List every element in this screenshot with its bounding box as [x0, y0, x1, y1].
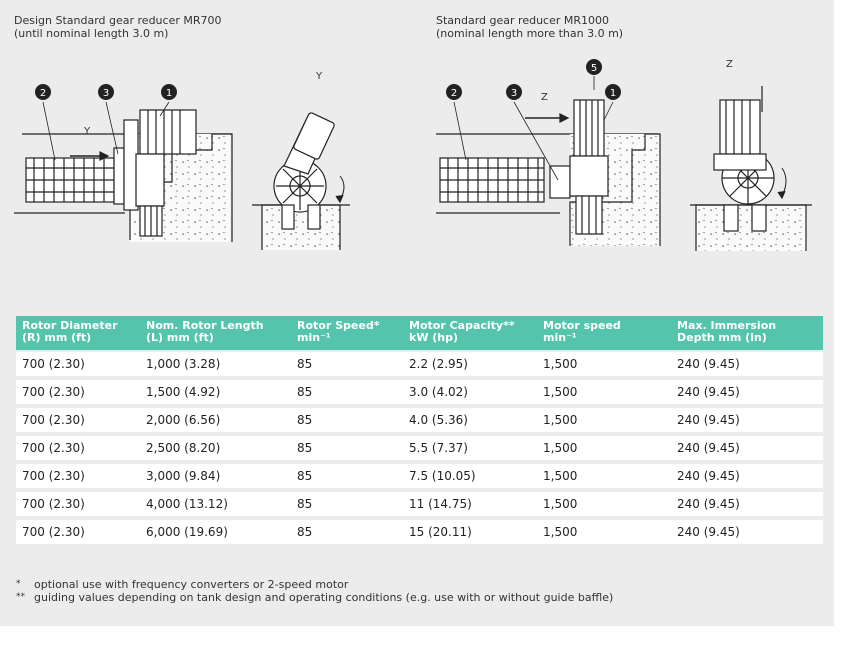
header-rotor-speed: Rotor Speed* min⁻¹ [291, 316, 403, 350]
cell-immersion-depth: 240 (9.45) [671, 516, 823, 544]
cell-rotor-diameter: 700 (2.30) [16, 516, 140, 544]
footnote-2: ** guiding values depending on tank design and operating conditions (e.g. use with or without guide baffle) [16, 591, 614, 604]
z-arrow-label: Z [541, 92, 548, 103]
right-caption-line2: (nominal length more than 3.0 m) [436, 27, 624, 40]
table-row [16, 460, 823, 488]
cell-immersion-depth: 240 (9.45) [671, 460, 823, 488]
table-row [16, 516, 823, 544]
cell-immersion-depth: 240 (9.45) [671, 432, 823, 460]
cell-rotor-length: 1,000 (3.28) [140, 350, 291, 376]
header-rotor-length: Nom. Rotor Length (L) mm (ft) [140, 316, 291, 350]
cell-immersion-depth: 240 (9.45) [671, 404, 823, 432]
cell-rotor-diameter: 700 (2.30) [16, 460, 140, 488]
table-header [16, 316, 823, 350]
right-caption-line1: Standard gear reducer MR1000 [436, 14, 610, 27]
cell-motor-speed: 1,500 [537, 350, 671, 376]
cell-motor-capacity: 15 (20.11) [403, 516, 537, 544]
cell-rotor-length: 2,000 (6.56) [140, 404, 291, 432]
cell-immersion-depth: 240 (9.45) [671, 488, 823, 516]
header-rotor-diameter: Rotor Diameter (R) mm (ft) [16, 316, 140, 350]
table-row [16, 350, 823, 376]
technical-drawings [0, 50, 834, 260]
cell-motor-speed: 1,500 [537, 488, 671, 516]
cell-motor-capacity: 2.2 (2.95) [403, 350, 537, 376]
rotor-specification-table [16, 316, 823, 544]
cell-rotor-diameter: 700 (2.30) [16, 488, 140, 516]
cell-rotor-diameter: 700 (2.30) [16, 404, 140, 432]
header-motor-capacity: Motor Capacity** kW (hp) [403, 316, 537, 350]
cell-immersion-depth: 240 (9.45) [671, 350, 823, 376]
cell-rotor-speed: 85 [291, 432, 403, 460]
y-view-label: Y [316, 71, 323, 82]
cell-rotor-speed: 85 [291, 376, 403, 404]
footnotes [16, 578, 613, 604]
footnote-1: * optional use with frequency converters or 2-speed motor [16, 578, 349, 591]
callout-left-1: 1 [165, 88, 173, 99]
mr1000-view-z [690, 86, 812, 251]
mr700-view-y [252, 112, 350, 250]
cell-rotor-diameter: 700 (2.30) [16, 376, 140, 404]
cell-motor-speed: 1,500 [537, 460, 671, 488]
table-row [16, 488, 823, 516]
cell-motor-speed: 1,500 [537, 376, 671, 404]
cell-rotor-length: 2,500 (8.20) [140, 432, 291, 460]
cell-immersion-depth: 240 (9.45) [671, 376, 823, 404]
cell-motor-capacity: 3.0 (4.02) [403, 376, 537, 404]
mr700-side-view [14, 110, 232, 242]
header-immersion-depth: Max. Immersion Depth mm (in) [671, 316, 823, 350]
left-drawing-caption [14, 14, 222, 40]
cell-rotor-speed: 85 [291, 488, 403, 516]
callout-right-5: 5 [590, 63, 598, 74]
table-row [16, 404, 823, 432]
callout-right-3: 3 [510, 88, 518, 99]
header-motor-speed: Motor speed min⁻¹ [537, 316, 671, 350]
callout-left-3: 3 [102, 88, 110, 99]
cell-rotor-diameter: 700 (2.30) [16, 432, 140, 460]
left-caption-line2: (until nominal length 3.0 m) [14, 27, 169, 40]
table-row [16, 432, 823, 460]
cell-rotor-length: 1,500 (4.92) [140, 376, 291, 404]
cell-motor-speed: 1,500 [537, 516, 671, 544]
cell-rotor-length: 4,000 (13.12) [140, 488, 291, 516]
cell-motor-capacity: 4.0 (5.36) [403, 404, 537, 432]
mr1000-side-view [436, 100, 660, 246]
cell-motor-capacity: 11 (14.75) [403, 488, 537, 516]
cell-rotor-diameter: 700 (2.30) [16, 350, 140, 376]
table-body [16, 350, 823, 544]
cell-rotor-speed: 85 [291, 404, 403, 432]
cell-rotor-speed: 85 [291, 516, 403, 544]
left-caption-line1: Design Standard gear reducer MR700 [14, 14, 222, 27]
callout-left-2: 2 [39, 88, 47, 99]
cell-motor-speed: 1,500 [537, 432, 671, 460]
mr700-rotor [26, 158, 114, 202]
cell-rotor-speed: 85 [291, 460, 403, 488]
cell-rotor-length: 3,000 (9.84) [140, 460, 291, 488]
callout-right-1: 1 [609, 88, 617, 99]
y-arrow-label: Y [84, 126, 91, 137]
table-row [16, 376, 823, 404]
cell-motor-capacity: 7.5 (10.05) [403, 460, 537, 488]
cell-rotor-length: 6,000 (19.69) [140, 516, 291, 544]
cell-motor-speed: 1,500 [537, 404, 671, 432]
z-view-label: Z [726, 59, 733, 70]
callout-right-2: 2 [450, 88, 458, 99]
mr700-motor [140, 110, 196, 154]
right-drawing-caption [436, 14, 623, 40]
mr1000-rotor [440, 158, 544, 202]
cell-rotor-speed: 85 [291, 350, 403, 376]
cell-motor-capacity: 5.5 (7.37) [403, 432, 537, 460]
